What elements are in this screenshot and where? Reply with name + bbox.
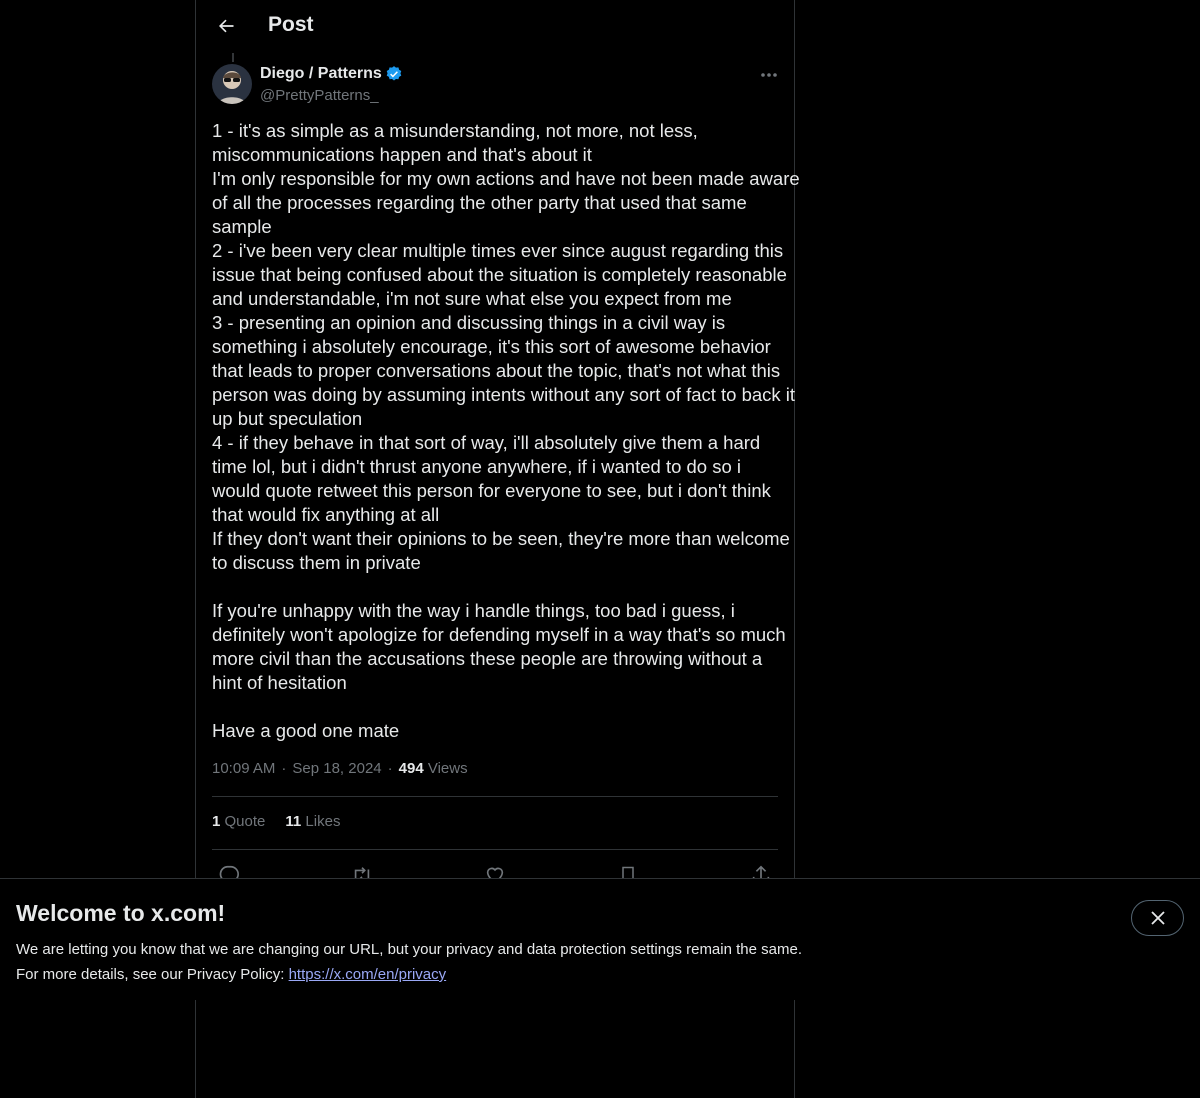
- views-count: 494: [398, 760, 424, 777]
- post-text-line: up but speculation: [212, 408, 363, 429]
- post-text: [212, 119, 800, 743]
- privacy-policy-link[interactable]: https://x.com/en/privacy: [288, 966, 447, 983]
- quotes-label: Quote: [224, 813, 266, 830]
- avatar-image: [212, 64, 252, 104]
- thread-connector: [232, 53, 234, 62]
- post-text-line: more civil than the accusations these people are throwing without a: [212, 648, 763, 669]
- post-text-line: 3 - presenting an opinion and discussing things in a civil way is: [212, 312, 726, 333]
- likes-label: Likes: [305, 813, 341, 830]
- post-stats: [212, 813, 340, 830]
- post-text-line: to discuss them in private: [212, 552, 421, 573]
- more-icon: [760, 72, 778, 78]
- quotes-stat[interactable]: [212, 813, 265, 830]
- post-text-line: If you're unhappy with the way i handle things, too bad i guess, i: [212, 600, 735, 621]
- post-text-line: that leads to proper conversations about the topic, that's not what this: [212, 360, 781, 381]
- author-row: [260, 65, 403, 83]
- post-header: [196, 0, 794, 53]
- post-text-line: Have a good one mate: [212, 720, 400, 741]
- post-text-line: hint of hesitation: [212, 672, 347, 693]
- post-time[interactable]: 10:09 AM: [212, 760, 276, 777]
- post-date[interactable]: Sep 18, 2024: [292, 760, 382, 777]
- close-banner-button[interactable]: [1131, 900, 1184, 936]
- post-text-line: definitely won't apologize for defending myself in a way that's so much: [212, 624, 786, 645]
- post-text-line: issue that being confused about the situation is completely reasonable: [212, 264, 787, 285]
- meta-separator: ·: [281, 760, 287, 777]
- banner-policy-prefix: For more details, see our Privacy Policy:: [16, 966, 289, 983]
- post-text-line: and understandable, i'm not sure what else you expect from me: [212, 288, 732, 309]
- likes-stat[interactable]: [285, 813, 340, 830]
- meta-separator: ·: [387, 760, 393, 777]
- post-text-line: 2 - i've been very clear multiple times ever since august regarding this: [212, 240, 784, 261]
- post-text-line: time lol, but i didn't thrust anyone anywhere, if i wanted to do so i: [212, 456, 742, 477]
- quotes-count: 1: [212, 813, 221, 830]
- post-text-line: person was doing by assuming intents without any sort of fact to back it: [212, 384, 796, 405]
- banner-title: Welcome to x.com!: [16, 900, 226, 926]
- page-title: Post: [268, 13, 314, 36]
- author-name[interactable]: Diego / Patterns: [260, 65, 382, 82]
- post-text-line: that would fix anything at all: [212, 504, 440, 525]
- post-text-gap: [212, 695, 780, 719]
- post-meta: [212, 760, 468, 777]
- post-text-line: 1 - it's as simple as a misunderstanding, not more, not less,: [212, 120, 698, 141]
- verified-badge-icon: [385, 65, 403, 83]
- post-text-line: 4 - if they behave in that sort of way, i'll absolutely give them a hard: [212, 432, 761, 453]
- views-label: Views: [427, 760, 468, 777]
- post-text-line: something i absolutely encourage, it's this sort of awesome behavior: [212, 336, 771, 357]
- post-text-line: of all the processes regarding the other party that used that same: [212, 192, 747, 213]
- post-text-line: miscommunications happen and that's about it: [212, 144, 592, 165]
- avatar[interactable]: [212, 64, 252, 104]
- divider: [212, 796, 778, 797]
- back-arrow-icon: [216, 16, 236, 36]
- more-options-button[interactable]: [754, 64, 784, 86]
- post-text-line: If they don't want their opinions to be seen, they're more than welcome: [212, 528, 790, 549]
- post-text-line: I'm only responsible for my own actions and have not been made aware: [212, 168, 800, 189]
- likes-count: 11: [285, 813, 302, 830]
- banner-text: [16, 937, 802, 987]
- post-text-gap: [212, 575, 780, 599]
- banner-message: We are letting you know that we are changing our URL, but your privacy and data protection settings remain the same.: [16, 941, 802, 958]
- post-text-line: would quote retweet this person for everyone to see, but i don't think: [212, 480, 771, 501]
- welcome-banner: [0, 878, 1200, 1000]
- back-button[interactable]: [208, 8, 244, 44]
- close-icon: [1151, 911, 1165, 925]
- author-handle[interactable]: @PrettyPatterns_: [260, 87, 379, 104]
- divider: [212, 849, 778, 850]
- post-text-line: sample: [212, 216, 272, 237]
